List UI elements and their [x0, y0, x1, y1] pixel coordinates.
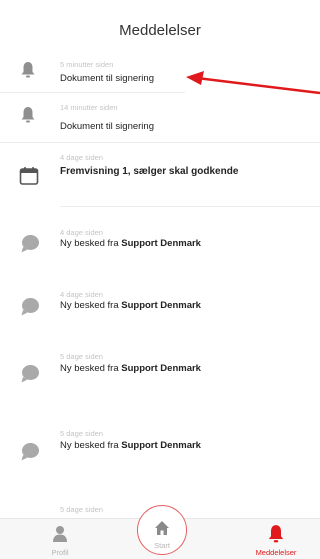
notification-item[interactable] [0, 348, 320, 398]
bell-icon [267, 524, 285, 549]
bell-icon [20, 106, 36, 129]
notification-item[interactable] [0, 222, 320, 272]
notification-time: 4 dage siden [60, 228, 103, 237]
notification-text [60, 238, 201, 249]
message-prefix: Ny besked fra [60, 300, 122, 311]
divider [0, 92, 185, 93]
notification-text: Fremvisning 1, sælger skal godkende [60, 166, 239, 177]
calendar-icon [19, 166, 39, 191]
divider [60, 206, 320, 207]
message-prefix: Ny besked fra [60, 440, 122, 451]
notification-item[interactable] [0, 96, 320, 136]
notification-text [60, 363, 201, 374]
tab-label: Start [154, 541, 170, 550]
tab-profil[interactable] [20, 519, 100, 559]
message-prefix: Ny besked fra [60, 363, 122, 374]
notification-time: 14 minutter siden [60, 103, 118, 112]
sender-name: Support Denmark [121, 238, 201, 249]
chat-bubble-icon [20, 364, 40, 389]
home-icon [154, 520, 170, 541]
notification-time: 4 dage siden [60, 290, 103, 299]
chat-bubble-icon [20, 234, 40, 259]
person-icon [52, 525, 68, 548]
notification-time: 5 dage siden [60, 352, 103, 361]
chat-bubble-icon [20, 442, 40, 467]
notification-text [60, 440, 201, 451]
sender-name: Support Denmark [121, 440, 201, 451]
sender-name: Support Denmark [121, 363, 201, 374]
notification-time: 4 dage siden [60, 153, 103, 162]
tab-meddelelser[interactable] [236, 519, 316, 559]
message-prefix: Ny besked fra [60, 238, 122, 249]
notification-item[interactable] [0, 285, 320, 335]
notification-item[interactable] [0, 425, 320, 475]
notification-time: 5 dage siden [60, 505, 103, 514]
notification-text: Dokument til signering [60, 121, 154, 132]
page-title: Meddelelser [119, 22, 201, 39]
notification-time: 5 minutter siden [60, 60, 114, 69]
notification-text [60, 300, 201, 311]
tab-label: Meddelelser [255, 548, 297, 557]
notification-text: Dokument til signering [60, 73, 154, 84]
chat-bubble-icon [20, 297, 40, 322]
notification-item[interactable] [0, 146, 320, 196]
tab-start[interactable] [137, 505, 187, 558]
notification-time: 5 dage siden [60, 429, 103, 438]
divider [0, 142, 320, 143]
sender-name: Support Denmark [121, 300, 201, 311]
bell-icon [20, 61, 36, 84]
tab-label: Profil [51, 548, 69, 557]
notification-item[interactable] [0, 52, 320, 92]
